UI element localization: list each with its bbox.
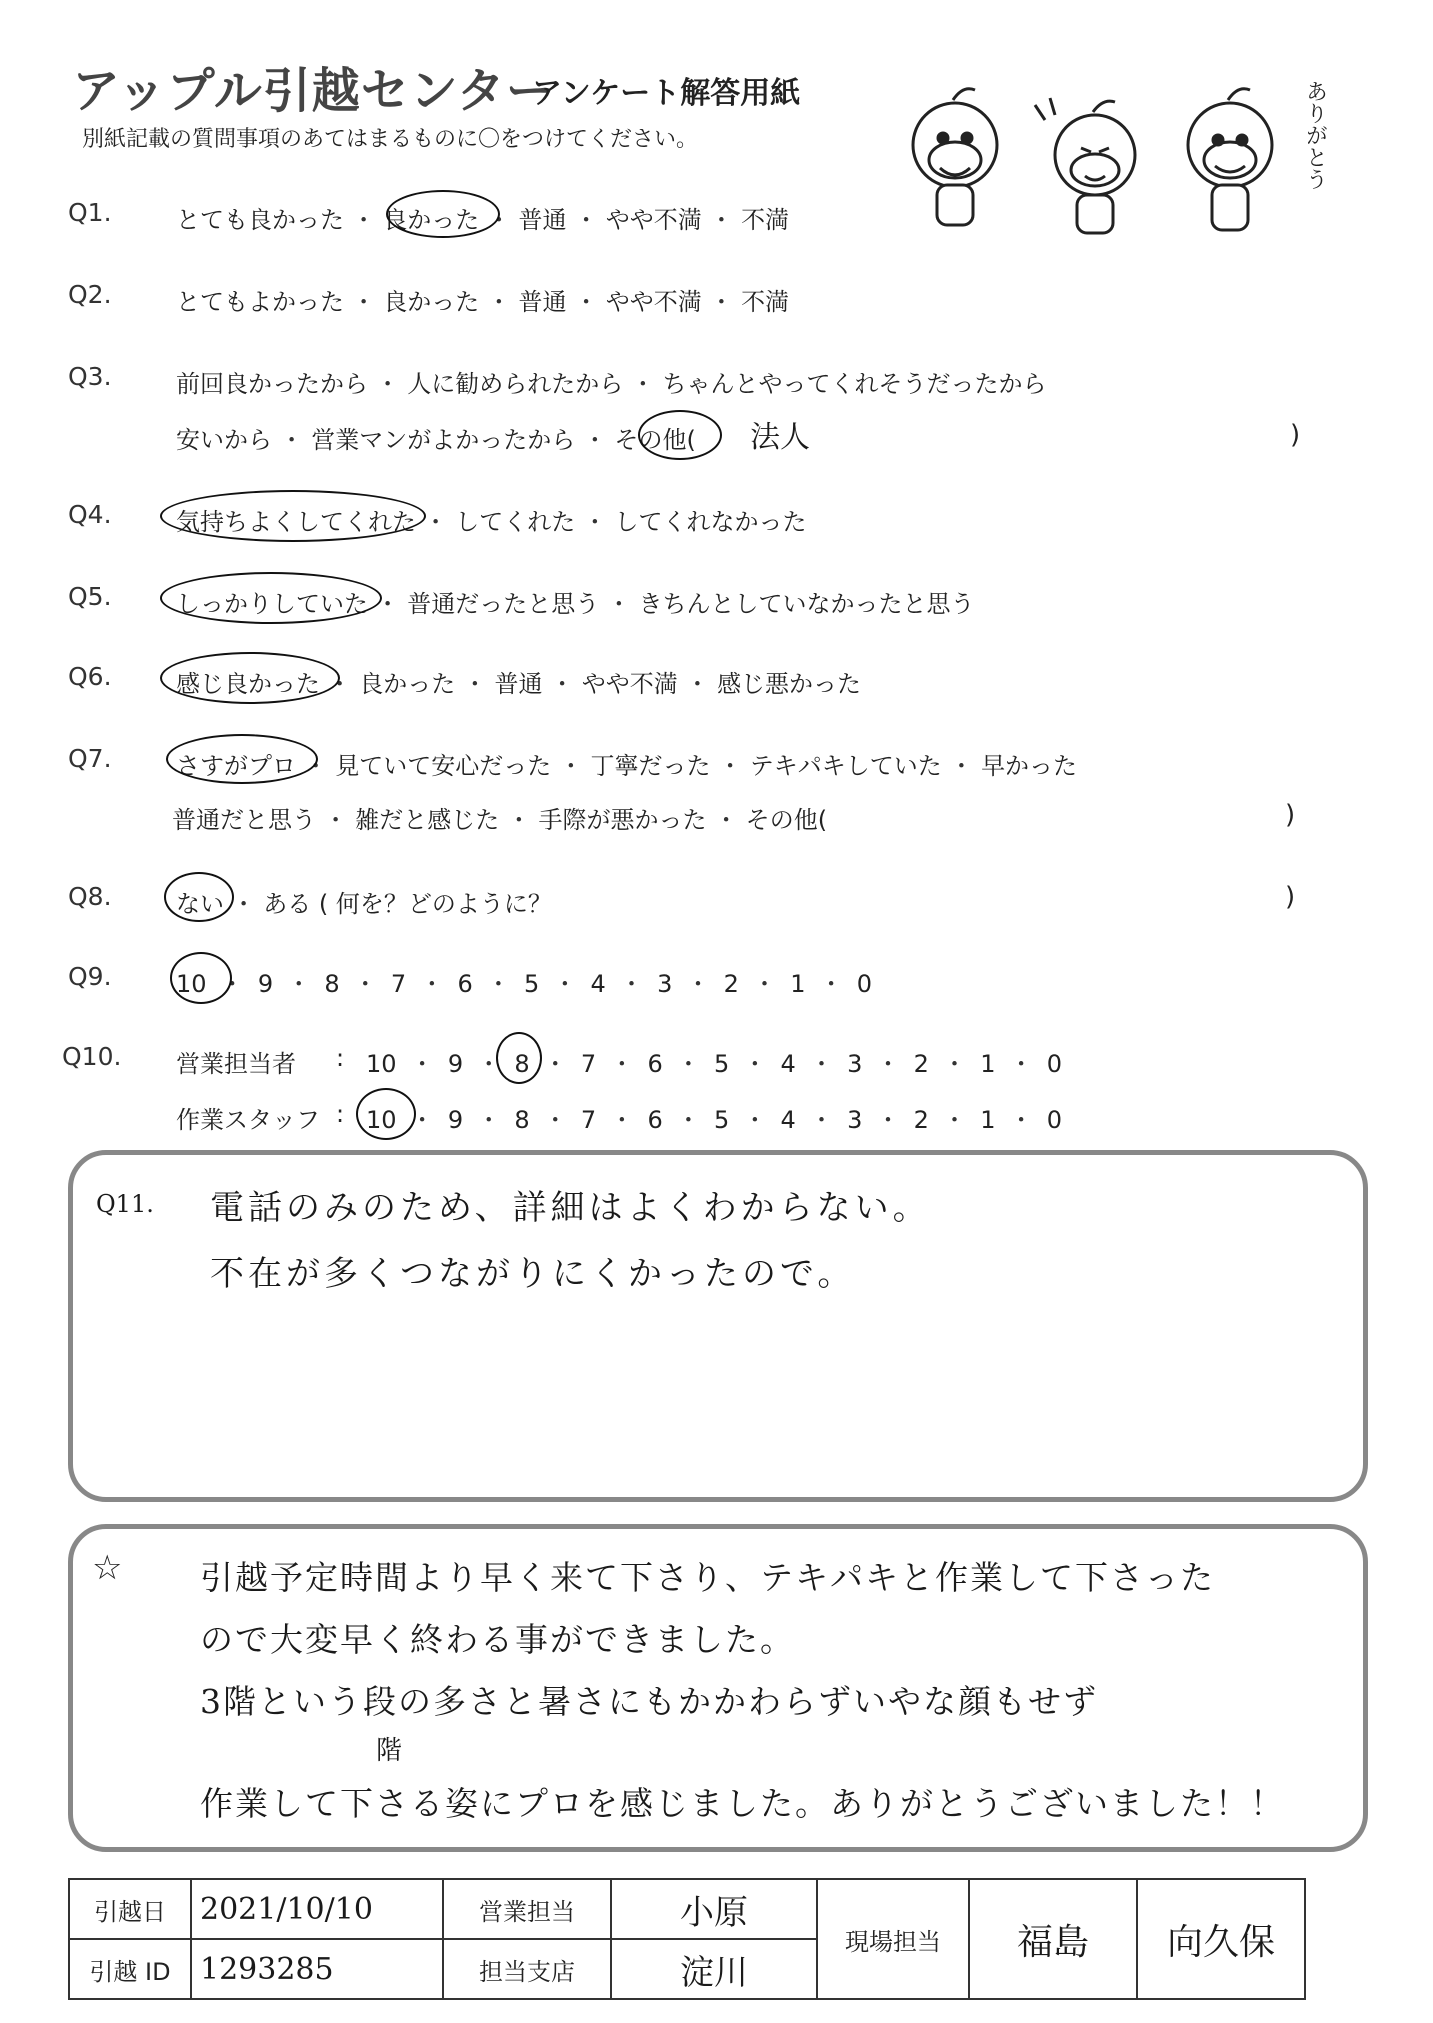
q7-option[interactable]: その他(	[745, 806, 828, 834]
q10-sales-option[interactable]: 9	[447, 1050, 464, 1078]
q3-options-line2: 安いから ・ 営業マンがよかったから ・ その他(	[176, 426, 696, 454]
q1-selection-circle	[386, 190, 500, 238]
q6-selection-circle	[160, 652, 340, 704]
q1-option[interactable]: 普通	[518, 206, 567, 234]
q5-option-selected[interactable]: しっかりしていた	[176, 590, 368, 618]
q3-option[interactable]: 営業マンがよかったから	[311, 426, 576, 454]
q6-option[interactable]: 感じ悪かった	[717, 670, 862, 698]
q10-staff-option[interactable]: 7	[580, 1106, 597, 1134]
q10-sales-option-selected[interactable]: 8	[514, 1050, 530, 1078]
q10-sales-option[interactable]: 7	[580, 1050, 597, 1078]
q10-staff-option[interactable]: 5	[714, 1106, 730, 1134]
q1-option[interactable]: やや不満	[605, 206, 702, 234]
q11-line: 不在が多くつながりにくかったので。	[210, 1254, 856, 1294]
q10-staff-option[interactable]: 4	[780, 1106, 796, 1134]
sales-rep-label: 営業担当	[443, 1879, 611, 1939]
q7-option[interactable]: 手際が悪かった	[538, 806, 707, 834]
q10-sales-option[interactable]: 5	[714, 1050, 730, 1078]
q8-option[interactable]: ある ( 何を？どのように？	[263, 890, 552, 918]
q6-option[interactable]: 普通	[494, 670, 543, 698]
q10-sales-colon: :	[336, 1044, 345, 1072]
q6-option[interactable]: やや不満	[581, 670, 678, 698]
q9-option-selected[interactable]: 10	[176, 970, 207, 998]
q9-option[interactable]: 4	[590, 970, 606, 998]
q10-staff-option[interactable]: 6	[647, 1106, 663, 1134]
q9-option[interactable]: 2	[723, 970, 739, 998]
branch-value[interactable]: 淀川	[611, 1939, 817, 1999]
q10-sales-option[interactable]: 1	[980, 1050, 996, 1078]
branch-label: 担当支店	[443, 1939, 611, 1999]
q2-option[interactable]: 不満	[741, 288, 790, 316]
q10-label: Q10.	[62, 1042, 122, 1071]
mascot-caption: ありがとう	[1302, 80, 1328, 190]
move-date-label: 引越日	[69, 1879, 191, 1939]
q6-label: Q6.	[68, 662, 112, 691]
comment-line: 作業して下さる姿にプロを感じました。ありがとうございました！！	[200, 1784, 1285, 1823]
q10-staff-option[interactable]: 3	[847, 1106, 863, 1134]
q5-label: Q5.	[68, 582, 112, 611]
q1-label: Q1.	[68, 198, 112, 227]
q10-staff-label: 作業スタッフ	[176, 1106, 320, 1134]
q3-option-selected[interactable]: その他(	[614, 426, 696, 454]
q7-option[interactable]: 雑だと感じた	[355, 806, 500, 834]
monkey-icon	[1188, 89, 1272, 230]
q3-close-paren: )	[1290, 420, 1301, 450]
q7-option[interactable]: 丁寧だった	[590, 752, 711, 780]
q6-option-selected[interactable]: 感じ良かった	[176, 670, 320, 698]
q2-option[interactable]: とてもよかった	[176, 288, 344, 316]
q7-option[interactable]: 普通だと思う	[172, 806, 316, 834]
q10-staff-option[interactable]: 0	[1046, 1106, 1063, 1134]
q8-option-selected[interactable]: ない	[176, 890, 224, 918]
q6-option[interactable]: 良かった	[359, 670, 456, 698]
q3-option[interactable]: 安いから	[176, 426, 272, 454]
q9-option[interactable]: 9	[257, 970, 274, 998]
q9-option[interactable]: 7	[390, 970, 407, 998]
q2-option[interactable]: 普通	[518, 288, 567, 316]
form-title: アンケート解答用紙	[532, 76, 801, 111]
q7-selection-circle	[166, 734, 318, 784]
q2-label: Q2.	[68, 280, 112, 309]
q1-option[interactable]: 不満	[741, 206, 790, 234]
q10-staff-option[interactable]: 2	[913, 1106, 929, 1134]
comment-line: 引越予定時間より早く来て下さり、テキパキと作業して下さった	[200, 1558, 1215, 1597]
q10-staff-option[interactable]: 1	[980, 1106, 996, 1134]
q4-option[interactable]: してくれなかった	[614, 508, 807, 536]
q10-sales-option[interactable]: 0	[1046, 1050, 1063, 1078]
star-icon: ☆	[92, 1548, 123, 1588]
q7-close-paren: )	[1285, 800, 1296, 830]
q8-label: Q8.	[68, 882, 112, 911]
q3-options-line1: 前回良かったから ・ 人に勧められたから ・ ちゃんとやってくれそうだったから	[176, 370, 1047, 398]
q1-options: とても良かった ・ 良かった ・ 普通 ・ やや不満 ・ 不満	[176, 206, 790, 234]
q5-selection-circle	[160, 572, 382, 624]
q5-options: しっかりしていた ・ 普通だったと思う ・ きちんとしていなかったと思う	[176, 590, 975, 618]
q4-selection-circle	[160, 490, 426, 542]
q7-options-line2: 普通だと思う ・ 雑だと感じた ・ 手際が悪かった ・ その他(	[172, 806, 828, 834]
q10-sales-scale: 10 ・ 9 ・ 8 ・ 7 ・ 6 ・ 5 ・ 4 ・ 3 ・ 2 ・ 1 ・ 0	[366, 1050, 1063, 1078]
q10-sales-label: 営業担当者	[176, 1050, 296, 1078]
site-staff-label: 現場担当	[817, 1879, 969, 1999]
q8-selection-circle	[164, 872, 234, 922]
q3-option[interactable]: 人に勧められたから	[407, 370, 624, 398]
q5-option[interactable]: きちんとしていなかったと思う	[638, 590, 975, 618]
monkey-icon	[913, 89, 997, 225]
q9-option[interactable]: 5	[524, 970, 540, 998]
sales-rep-value[interactable]: 小原	[611, 1879, 817, 1939]
monkey-mascots-illustration	[895, 60, 1335, 240]
q10-sales-option[interactable]: 6	[647, 1050, 663, 1078]
q7-option-selected[interactable]: さすがプロ	[176, 752, 296, 780]
q7-option[interactable]: 早かった	[981, 752, 1078, 780]
q4-options: 気持ちよくしてくれた ・ してくれた ・ してくれなかった	[176, 508, 807, 536]
move-id-value[interactable]: 1293285	[191, 1939, 443, 1999]
site-staff-value-2[interactable]: 向久保	[1137, 1879, 1305, 1999]
q9-option[interactable]: 0	[856, 970, 873, 998]
q1-option[interactable]: とても良かった	[176, 206, 344, 234]
q11-label: Q11.	[96, 1190, 154, 1218]
q7-label: Q7.	[68, 744, 112, 773]
q9-option[interactable]: 1	[790, 970, 806, 998]
move-date-value[interactable]: 2021/10/10	[191, 1879, 443, 1939]
q3-selection-circle	[638, 410, 722, 460]
q9-option[interactable]: 6	[457, 970, 473, 998]
q6-options: 感じ良かった ・ 良かった ・ 普通 ・ やや不満 ・ 感じ悪かった	[176, 670, 862, 698]
q10-sales-option[interactable]: 4	[780, 1050, 796, 1078]
q10-staff-selection-circle	[356, 1088, 416, 1140]
instruction-text: 別紙記載の質問事項のあてはまるものに〇をつけてください。	[82, 127, 699, 152]
q3-label: Q3.	[68, 362, 112, 391]
q1-option-selected[interactable]: 良かった	[383, 206, 480, 234]
q3-option[interactable]: 前回良かったから	[176, 370, 368, 398]
q8-close-paren: )	[1285, 882, 1296, 912]
q9-label: Q9.	[68, 962, 112, 991]
comment-insert: 階	[376, 1736, 403, 1766]
q2-option[interactable]: 良かった	[383, 288, 480, 316]
q9-scale: 10 ・ 9 ・ 8 ・ 7 ・ 6 ・ 5 ・ 4 ・ 3 ・ 2 ・ 1 ・ 0	[176, 970, 873, 998]
q10-sales-selection-circle	[496, 1032, 542, 1084]
monkey-icon	[1035, 98, 1135, 233]
q7-option[interactable]: 見ていて安心だった	[335, 752, 552, 780]
q10-sales-option[interactable]: 2	[913, 1050, 929, 1078]
q2-options: とてもよかった ・ 良かった ・ 普通 ・ やや不満 ・ 不満	[176, 288, 790, 316]
q10-sales-option[interactable]: 3	[847, 1050, 863, 1078]
q9-selection-circle	[170, 952, 232, 1004]
move-info-table	[68, 1878, 1306, 2000]
q4-option-selected[interactable]: 気持ちよくしてくれた	[176, 508, 416, 536]
move-id-label: 引越 ID	[69, 1939, 191, 1999]
q8-options: ない ・ ある ( 何を？どのように？	[176, 890, 552, 918]
q4-label: Q4.	[68, 500, 112, 529]
q10-staff-colon: :	[336, 1100, 345, 1128]
q9-option[interactable]: 8	[324, 970, 340, 998]
q11-line: 電話のみのため、詳細はよくわからない。	[210, 1188, 931, 1228]
q10-staff-option-selected[interactable]: 10	[366, 1106, 397, 1134]
q4-option[interactable]: してくれた	[455, 508, 576, 536]
site-staff-value-1[interactable]: 福島	[969, 1879, 1137, 1999]
q10-staff-option[interactable]: 9	[447, 1106, 464, 1134]
q7-option[interactable]: テキパキしていた	[749, 752, 942, 780]
q5-option[interactable]: 普通だったと思う	[407, 590, 600, 618]
comment-line: 3階という段の多さと暑さにもかかわらずいやな顔もせず	[200, 1682, 1098, 1721]
q9-option[interactable]: 3	[657, 970, 673, 998]
q7-options-line1: さすがプロ ・ 見ていて安心だった ・ 丁寧だった ・ テキパキしていた ・ 早かった	[176, 752, 1078, 780]
q10-staff-option[interactable]: 8	[514, 1106, 530, 1134]
q3-option[interactable]: ちゃんとやってくれそうだったから	[662, 370, 1047, 398]
q3-other-text: 法人	[750, 420, 810, 455]
q10-sales-option[interactable]: 10	[366, 1050, 397, 1078]
company-title: アップル引越センター	[72, 63, 555, 119]
q2-option[interactable]: やや不満	[605, 288, 702, 316]
q10-staff-scale: 10 ・ 9 ・ 8 ・ 7 ・ 6 ・ 5 ・ 4 ・ 3 ・ 2 ・ 1 ・ 0	[366, 1106, 1063, 1134]
comment-line: ので大変早く終わる事ができました。	[200, 1620, 795, 1659]
